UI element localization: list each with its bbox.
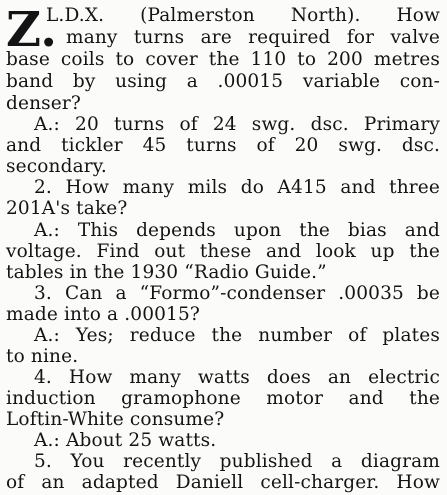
- text-line: band by using a .00015 variable con-: [6, 71, 440, 92]
- text-line: many turns are required for valve: [66, 27, 440, 48]
- text-line: A.: About 25 watts.: [34, 430, 217, 451]
- text-line: A.: 20 turns of 24 swg. dsc. Primary: [34, 114, 440, 135]
- text-line: and tickler 45 turns of 20 swg. dsc.: [6, 135, 440, 156]
- text-line: Loftin-White consume?: [6, 409, 225, 430]
- text-line: 5. You recently published a diagram: [34, 451, 440, 472]
- text-line: 4. How many watts does an electric: [34, 367, 440, 388]
- text-line: 3. Can a “Formo”-condenser .00035 be: [34, 283, 440, 304]
- text-line: A.: Yes; reduce the number of plates: [34, 325, 440, 346]
- text-line: tables in the 1930 “Radio Guide.”: [6, 262, 327, 283]
- text-line: A.: This depends upon the bias and: [34, 220, 440, 241]
- text-line: secondary.: [6, 156, 107, 177]
- text-line: induction gramophone motor and the: [6, 388, 440, 409]
- text-line: 201A's take?: [6, 198, 128, 219]
- text-line: base coils to cover the 110 to 200 metres: [6, 49, 440, 70]
- drop-cap: Z.: [6, 2, 57, 58]
- text-line: 2. How many mils do A415 and three: [34, 177, 440, 198]
- text-line: denser?: [6, 93, 81, 114]
- text-line: of an adapted Daniell cell-charger. How: [6, 472, 440, 493]
- text-line: to nine.: [6, 346, 79, 367]
- text-line: L.D.X. (Palmerston North). How: [46, 5, 440, 26]
- text-line: voltage. Find out these and look up the: [6, 241, 440, 262]
- text-line: made into a .00015?: [6, 304, 200, 325]
